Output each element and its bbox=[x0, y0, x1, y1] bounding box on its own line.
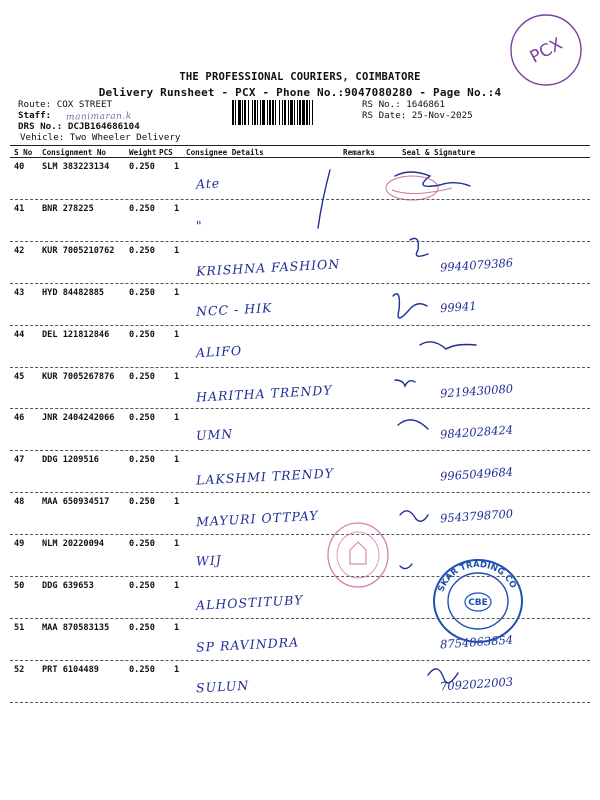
row-sno: 44 bbox=[14, 329, 25, 340]
barcode-bar bbox=[294, 100, 295, 125]
barcode-bar bbox=[275, 100, 276, 125]
row-pcs: 1 bbox=[174, 203, 180, 214]
table-top-rule bbox=[10, 145, 590, 146]
barcode-bar bbox=[297, 100, 298, 125]
row-divider bbox=[10, 283, 590, 284]
row-consignee-handwritten: Ate bbox=[195, 175, 221, 192]
col-seal: Seal & Signature bbox=[402, 148, 476, 157]
row-consignee-handwritten: SULUN bbox=[195, 677, 250, 696]
blue-seal-stamp bbox=[430, 556, 526, 646]
route: Route: COX STREET bbox=[18, 99, 113, 110]
row-consignment: DDG 1209516 bbox=[42, 455, 99, 466]
row-consignee-handwritten: " bbox=[195, 217, 204, 234]
barcode-bar bbox=[262, 100, 265, 125]
row-consignment: HYD 84482885 bbox=[42, 287, 105, 298]
barcode-bar bbox=[309, 100, 310, 125]
barcode-bar bbox=[306, 100, 308, 125]
row-consignee-handwritten: WIJ bbox=[195, 552, 223, 569]
barcode-bar bbox=[257, 100, 258, 125]
barcode-bar bbox=[254, 100, 256, 125]
row-weight: 0.250 bbox=[129, 162, 155, 172]
barcode-bar bbox=[244, 100, 246, 125]
row-pcs: 1 bbox=[174, 287, 180, 298]
runsheet-subtitle: Delivery Runsheet - PCX - Phone No.:9047080280 - Page No.:4 bbox=[98, 86, 502, 99]
barcode-bar bbox=[238, 100, 241, 125]
row-divider bbox=[10, 367, 590, 368]
row-consignee-handwritten: MAYURI OTTPAY bbox=[195, 507, 319, 530]
barcode-bar bbox=[242, 100, 243, 125]
row-weight: 0.250 bbox=[129, 287, 155, 298]
row-consignee-handwritten: NCC - HIK bbox=[195, 299, 273, 319]
row-consignment: KUR 7005210762 bbox=[42, 245, 115, 256]
svg-text:SKAR TRADING CO bbox=[437, 560, 518, 593]
row-consignee-handwritten: KRISHNA FASHION bbox=[195, 256, 341, 279]
row-sno: 42 bbox=[14, 245, 25, 256]
row-consignment: BNR 278225 bbox=[42, 203, 94, 214]
row-pcs: 1 bbox=[174, 245, 180, 256]
barcode-bar bbox=[272, 100, 274, 125]
row-weight: 0.250 bbox=[129, 664, 155, 675]
barcode-bar bbox=[269, 100, 271, 125]
barcode bbox=[232, 100, 358, 125]
row-pcs: 1 bbox=[174, 455, 180, 466]
blue-seal-ring-text: SKAR TRADING CO bbox=[436, 559, 518, 594]
row-consignment: NLM 20220094 bbox=[42, 539, 105, 550]
rs-no: RS No.: 1646861 bbox=[362, 99, 445, 110]
pcx-stamp-text: PCX bbox=[526, 34, 567, 68]
row-pcs: 1 bbox=[174, 581, 180, 591]
barcode-bar bbox=[288, 100, 289, 125]
row-divider bbox=[10, 660, 590, 661]
row-pcs: 1 bbox=[174, 497, 180, 508]
staff-label: Staff: bbox=[18, 110, 52, 121]
row-weight: 0.250 bbox=[129, 245, 155, 256]
row-sno: 48 bbox=[14, 497, 25, 508]
row-divider bbox=[10, 199, 590, 200]
barcode-bar bbox=[248, 100, 249, 125]
row-consignee-handwritten: ALIFO bbox=[195, 342, 243, 360]
row-divider bbox=[10, 702, 590, 703]
row-phone-handwritten: 9965049684 bbox=[439, 464, 514, 484]
barcode-bar bbox=[284, 100, 286, 125]
row-phone-handwritten: 9842028424 bbox=[439, 422, 514, 442]
barcode-bar bbox=[302, 100, 305, 125]
row-weight: 0.250 bbox=[129, 497, 155, 508]
company-title: THE PROFESSIONAL COURIERS, COIMBATORE bbox=[179, 71, 421, 83]
barcode-bar bbox=[232, 100, 234, 125]
row-weight: 0.250 bbox=[129, 622, 155, 633]
row-phone-handwritten: 9219430080 bbox=[439, 380, 514, 401]
row-phone-handwritten: 9944079386 bbox=[439, 255, 514, 275]
row-divider bbox=[10, 241, 590, 242]
drs-no: DRS No.: DCJB164686104 bbox=[18, 121, 140, 132]
row-sno: 51 bbox=[14, 622, 25, 633]
row-weight: 0.250 bbox=[129, 203, 155, 214]
row-sno: 52 bbox=[14, 664, 25, 675]
col-weight: Weight bbox=[129, 148, 157, 157]
barcode-bar bbox=[235, 100, 236, 125]
barcode-bar bbox=[279, 100, 280, 125]
row-weight: 0.250 bbox=[129, 329, 155, 340]
row-pcs: 1 bbox=[174, 329, 180, 340]
col-pcs: PCS bbox=[159, 148, 173, 157]
barcode-bar bbox=[290, 100, 293, 125]
barcode-bar bbox=[252, 100, 253, 125]
row-phone-handwritten: 7092022003 bbox=[439, 674, 514, 694]
rs-date: RS Date: 25-Nov-2025 bbox=[362, 110, 473, 121]
row-consignment: MAA 870583135 bbox=[42, 622, 110, 633]
row-divider bbox=[10, 534, 590, 535]
row-weight: 0.250 bbox=[129, 371, 155, 382]
row-consignment: PRT 6104489 bbox=[42, 664, 99, 675]
row-divider bbox=[10, 408, 590, 409]
row-sno: 50 bbox=[14, 581, 25, 591]
barcode-bar bbox=[282, 100, 283, 125]
row-weight: 0.250 bbox=[129, 539, 155, 550]
row-consignee-handwritten: LAKSHMI TRENDY bbox=[195, 465, 335, 488]
row-pcs: 1 bbox=[174, 664, 180, 675]
row-pcs: 1 bbox=[174, 162, 180, 172]
row-phone-handwritten: 9543798700 bbox=[439, 506, 514, 526]
row-weight: 0.250 bbox=[129, 455, 155, 466]
row-weight: 0.250 bbox=[129, 413, 155, 424]
row-consignee-handwritten: UMN bbox=[195, 426, 234, 444]
row-sno: 47 bbox=[14, 455, 25, 466]
row-consignment: KUR 7005267876 bbox=[42, 371, 115, 382]
table-header-rule bbox=[10, 157, 590, 158]
row-sno: 45 bbox=[14, 371, 25, 382]
row-consignee-handwritten: HARITHA TRENDY bbox=[195, 381, 333, 405]
barcode-bar bbox=[267, 100, 268, 125]
row-consignment: JNR 2404242066 bbox=[42, 413, 115, 424]
vehicle: Vehicle: Two Wheeler Delivery bbox=[20, 132, 181, 143]
barcode-bar bbox=[260, 100, 261, 125]
row-consignee-handwritten: ALHOSTITUBY bbox=[195, 592, 304, 613]
row-sno: 46 bbox=[14, 413, 25, 424]
row-pcs: 1 bbox=[174, 413, 180, 424]
col-consignee: Consignee Details bbox=[186, 148, 264, 157]
row-phone-handwritten: 8754863854 bbox=[439, 632, 514, 652]
row-sno: 49 bbox=[14, 539, 25, 550]
staff-signature: manimaran.k bbox=[65, 111, 132, 123]
row-sno: 41 bbox=[14, 203, 25, 214]
row-consignment: SLM 383223134 bbox=[42, 162, 110, 172]
row-pcs: 1 bbox=[174, 539, 180, 550]
row-sno: 43 bbox=[14, 287, 25, 298]
row-sno: 40 bbox=[14, 162, 25, 172]
row-pcs: 1 bbox=[174, 622, 180, 633]
row-divider bbox=[10, 492, 590, 493]
row-consignment: MAA 650934517 bbox=[42, 497, 110, 508]
barcode-bar bbox=[312, 100, 313, 125]
row-consignment: DEL 121812846 bbox=[42, 329, 110, 340]
row-phone-handwritten: 99941 bbox=[439, 298, 478, 315]
red-seal-stamp bbox=[325, 520, 391, 590]
row-pcs: 1 bbox=[174, 371, 180, 382]
barcode-bar bbox=[299, 100, 301, 125]
col-consignment: Consignment No bbox=[42, 148, 107, 157]
row-consignee-handwritten: SP RAVINDRA bbox=[195, 634, 300, 655]
col-sno: S No bbox=[14, 148, 33, 157]
blue-seal-center-text: CBE bbox=[468, 598, 488, 608]
row-consignment: DDG 639653 bbox=[42, 581, 94, 591]
col-remarks: Remarks bbox=[343, 148, 376, 157]
row-divider bbox=[10, 325, 590, 326]
row-weight: 0.250 bbox=[129, 581, 155, 591]
row-divider bbox=[10, 450, 590, 451]
